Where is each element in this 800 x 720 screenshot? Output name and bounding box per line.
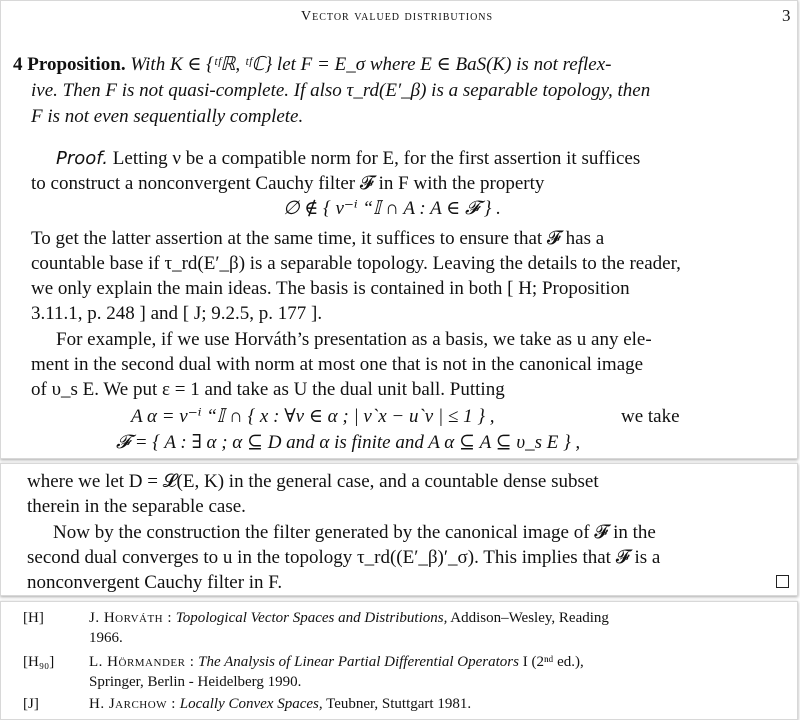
proof-label: Proof.	[56, 148, 109, 169]
proof-line-5: we only explain the main ideas. The basis is contained in both [ H; Proposition	[31, 278, 630, 299]
ref-entry-h	[89, 608, 609, 628]
formula-filter-f: 𝓕 = { A : ∃ α ; α ⊆ D and α is finite and A α ⊆ A ⊆ υ_s E } ,	[116, 432, 581, 453]
references-panel	[0, 601, 798, 720]
ref-key: [H₉₀]	[23, 654, 55, 670]
ref-entry-h90	[89, 652, 584, 672]
ref-title: The Analysis of Linear Partial Differential Operators	[198, 654, 519, 670]
proof-line-9: of υ_s E. We put ε = 1 and take as U the dual unit ball. Putting	[31, 379, 505, 400]
proposition-label: Proposition.	[27, 54, 126, 75]
ref-author: J. Horváth :	[89, 610, 173, 626]
proof-line-1	[56, 147, 640, 171]
ref-author: H. Jarchow :	[89, 696, 176, 712]
formula-a-alpha: A α = ν⁻ⁱ “𝕀 ∩ { x : ∀v ∈ α ; | v`x − u`v | ≤ 1 } ,	[131, 406, 495, 427]
ref-publisher: Addison–Wesley, Reading	[450, 610, 609, 626]
proof-line-2: to construct a nonconvergent Cauchy filter 𝓕 in F with the property	[31, 173, 545, 194]
proposition-heading	[13, 53, 611, 77]
proof-text-1: Letting ν be a compatible norm for E, for the first assertion it suffices	[112, 148, 641, 169]
formula-we-take: we take	[621, 406, 680, 427]
proof-line-7: For example, if we use Horváth’s presentation as a basis, we take as u any ele-	[56, 329, 652, 350]
continuation-line-3: Now by the construction the filter generated by the canonical image of 𝓕 in the	[53, 522, 656, 543]
proposition-line-2: ive. Then F is not quasi-complete. If also τ_rd(E′_β) is a separable topology, then	[31, 80, 651, 101]
ref-line-2: 1966.	[89, 630, 123, 646]
formula-empty-set: ∅ ∉ { ν⁻ⁱ “𝕀 ∩ A : A ∈ 𝓕 } .	[283, 198, 501, 219]
ref-title: Topological Vector Spaces and Distributions,	[175, 610, 448, 626]
ref-title: Locally Convex Spaces,	[179, 696, 323, 712]
ref-key: [J]	[23, 696, 39, 712]
running-header: Vector valued distributions	[301, 9, 494, 24]
proof-line-8: ment in the second dual with norm at most one that is not in the canonical image	[31, 354, 644, 375]
continuation-line-2: therein in the separable case.	[27, 496, 246, 517]
proof-line-6: 3.11.1, p. 248 ] and [ J; 9.2.5, p. 177 ].	[31, 303, 323, 324]
page-number: 3	[782, 6, 791, 25]
ref-entry-j	[89, 694, 471, 714]
continuation-panel	[0, 463, 798, 596]
ref-author: L. Hörmander :	[89, 654, 195, 670]
ref-key: [H]	[23, 610, 44, 626]
ref-line-2: Springer, Berlin - Heidelberg 1990.	[89, 674, 302, 690]
proposition-number: 4	[13, 54, 23, 75]
continuation-line-1: where we let D = 𝓛(E, K) in the general case, and a countable dense subset	[27, 471, 599, 492]
proof-line-3: To get the latter assertion at the same time, it suffices to ensure that 𝓕 has a	[31, 228, 605, 249]
proposition-line-1: With K ∈ {ᵗᶠℝ, ᵗᶠℂ} let F = E_σ where E ∈ BaS(K) is not reflex-	[130, 54, 612, 75]
ref-publisher: Teubner, Stuttgart 1981.	[326, 696, 472, 712]
proposition-line-3: F is not even sequentially complete.	[31, 106, 304, 127]
ref-edition: I (2ⁿᵈ ed.),	[522, 654, 584, 670]
proof-line-4: countable base if τ_rd(E′_β) is a separable topology. Leaving the details to the reader,	[31, 253, 681, 274]
qed-box-icon	[776, 575, 789, 588]
continuation-line-4: second dual converges to u in the topology τ_rd((E′_β)′_σ). This implies that 𝓕 is a	[27, 547, 661, 568]
continuation-line-5: nonconvergent Cauchy filter in F.	[27, 572, 283, 593]
